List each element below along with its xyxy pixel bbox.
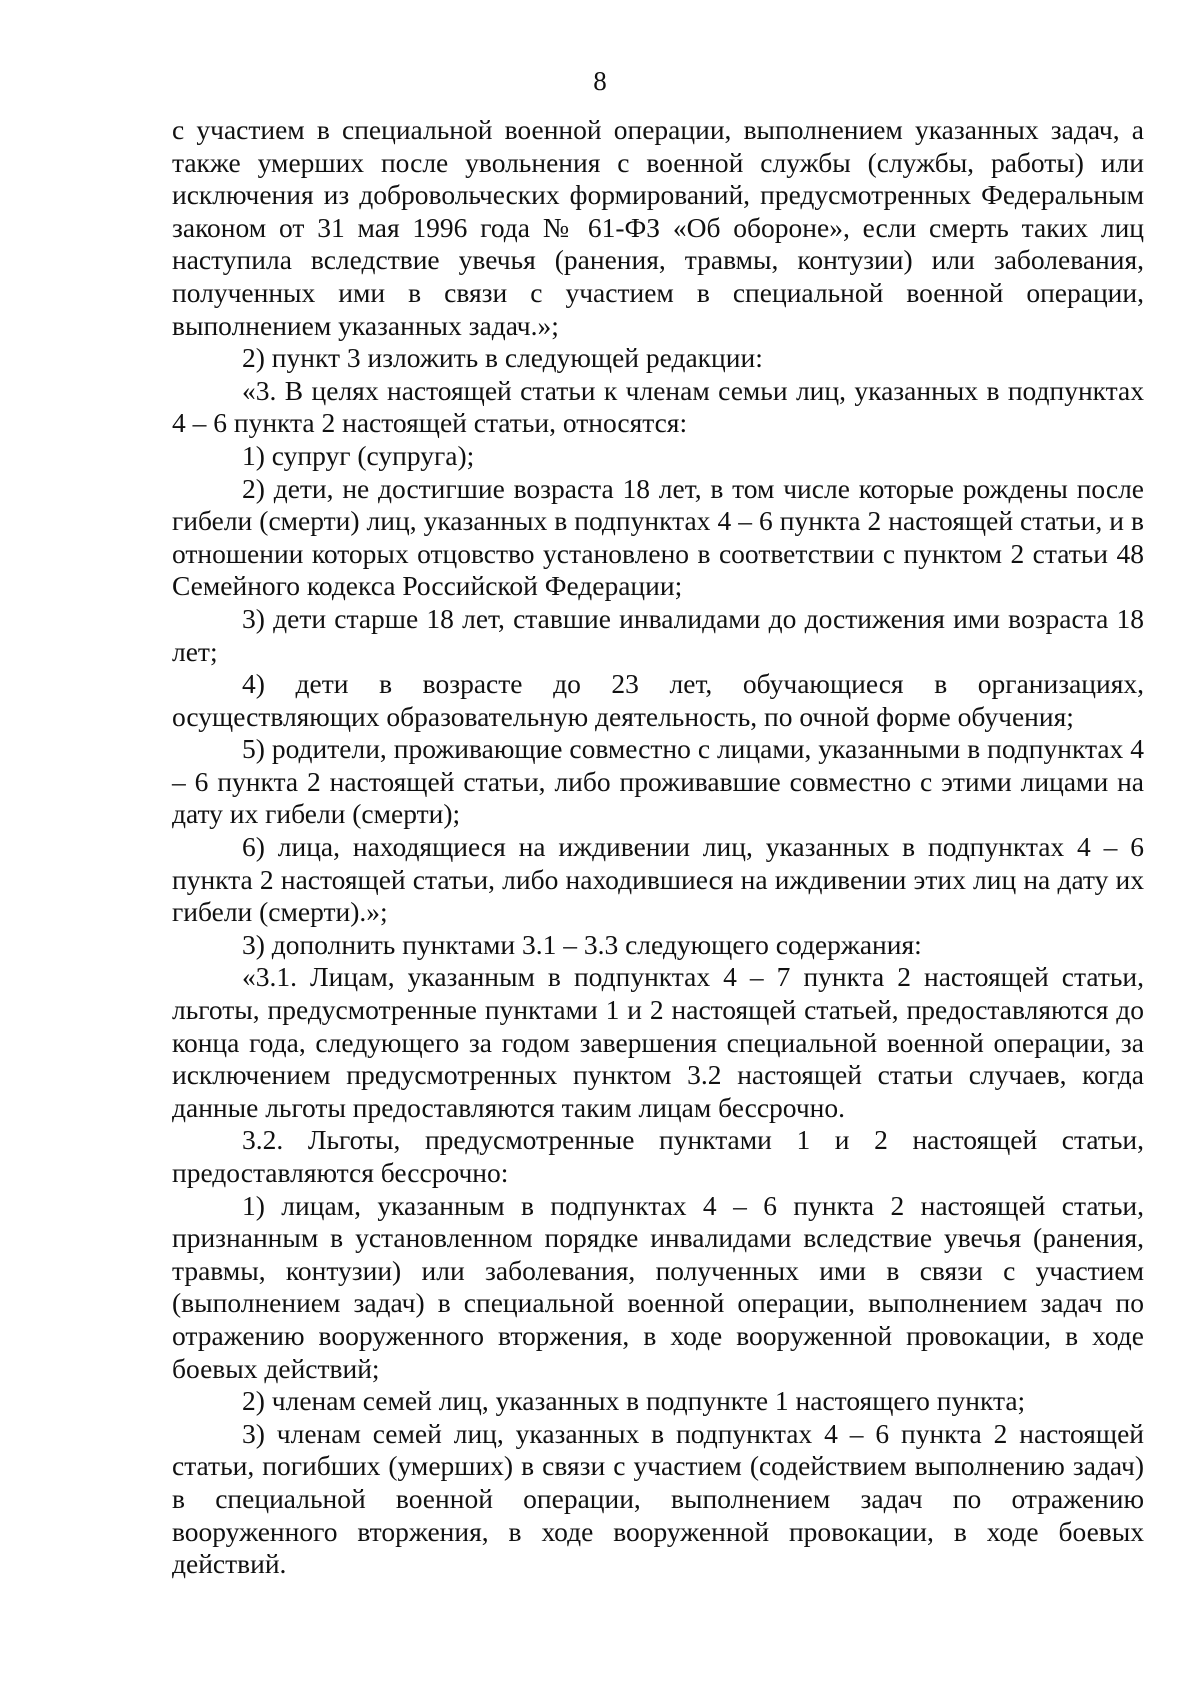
paragraph-point-3-2-subitem-1: 1) лицам, указанным в подпунктах 4 – 6 пункта 2 настоящей статьи, признанным в установленном порядке инвалидами вследствие увечья (ранения, травмы, контузии) или заболевания, полученных ими в связи с участием (выполнением задач) в специальной военной операции, выполнением задач по отражению вооруженного вторжения, в ходе вооруженной провокации, в ходе боевых действий; bbox=[172, 1189, 1144, 1384]
page-number: 8 bbox=[593, 66, 607, 96]
document-body bbox=[172, 114, 1144, 1581]
paragraph-continuation: с участием в специальной военной операции, выполнением указанных задач, а также умерших после увольнения с военной службы (службы, работы) или исключения из добровольческих формирований, предусмотренных Федеральным законом от 31 мая 1996 года № 61-ФЗ «Об обороне», если смерть таких лиц наступила вследствие увечья (ранения, травмы, контузии) или заболевания, полученных ими в связи с участием в специальной военной операции, выполнением указанных задач.»; bbox=[172, 114, 1144, 341]
paragraph-item-2-point-3: 2) пункт 3 изложить в следующей редакции: bbox=[242, 342, 763, 374]
paragraph-subitem-3: 3) дети старше 18 лет, ставшие инвалидами до достижения ими возраста 18 лет; bbox=[172, 602, 1144, 667]
paragraph-subitem-2: 2) дети, не достигшие возраста 18 лет, в том числе которые рождены после гибели (смерти) лиц, указанных в подпунктах 4 – 6 пункта 2 настоящей статьи, и в отношении которых отцовство установлено в соответствии с пунктом 2 статьи 48 Семейного кодекса Российской Федерации; bbox=[172, 472, 1144, 602]
paragraph-subitem-1: 1) супруг (супруга); bbox=[242, 439, 475, 471]
paragraph-point-3-2-subitem-2: 2) членам семей лиц, указанных в подпункте 1 настоящего пункта; bbox=[242, 1385, 1026, 1417]
paragraph-subitem-4: 4) дети в возрасте до 23 лет, обучающиеся в организациях, осуществляющих образовательную деятельность, по очной форме обучения; bbox=[172, 668, 1144, 732]
paragraph-point-3-2: 3.2. Льготы, предусмотренные пунктами 1 и 2 настоящей статьи, предоставляются бессрочно: bbox=[172, 1124, 1144, 1188]
paragraph-point-3-1: «3.1. Лицам, указанным в подпунктах 4 – 7 пункта 2 настоящей статьи, льготы, предусмотренные пунктами 1 и 2 настоящей статьей, предоставляются до конца года, следующего за годом завершения специальной военной операции, за исключением предусмотренных пунктом 3.2 настоящей статьи случаев, когда данные льготы предоставляются таким лицам бессрочно. bbox=[172, 961, 1144, 1123]
paragraph-subitem-5: 5) родители, проживающие совместно с лицами, указанными в подпунктах 4 – 6 пункта 2 настоящей статьи, либо проживавшие совместно с этими лицами на дату их гибели (смерти); bbox=[172, 733, 1144, 830]
paragraph-item-3-supplement: 3) дополнить пунктами 3.1 – 3.3 следующего содержания: bbox=[242, 928, 922, 960]
paragraph-point-3-intro: «3. В целях настоящей статьи к членам семьи лиц, указанных в подпунктах 4 – 6 пункта 2 настоящей статьи, относятся: bbox=[172, 374, 1144, 439]
paragraph-point-3-2-subitem-3: 3) членам семей лиц, указанных в подпунктах 4 – 6 пункта 2 настоящей статьи, погибших (умерших) в связи с участием (содействием выполнению задач) в специальной военной операции, выполнением задач по отражению вооруженного вторжения, в ходе вооруженной провокации, в ходе боевых действий. bbox=[172, 1417, 1144, 1580]
paragraph-subitem-6: 6) лица, находящиеся на иждивении лиц, указанных в подпунктах 4 – 6 пункта 2 настоящей статьи, либо находившиеся на иждивении этих лиц на дату их гибели (смерти).»; bbox=[172, 831, 1144, 928]
